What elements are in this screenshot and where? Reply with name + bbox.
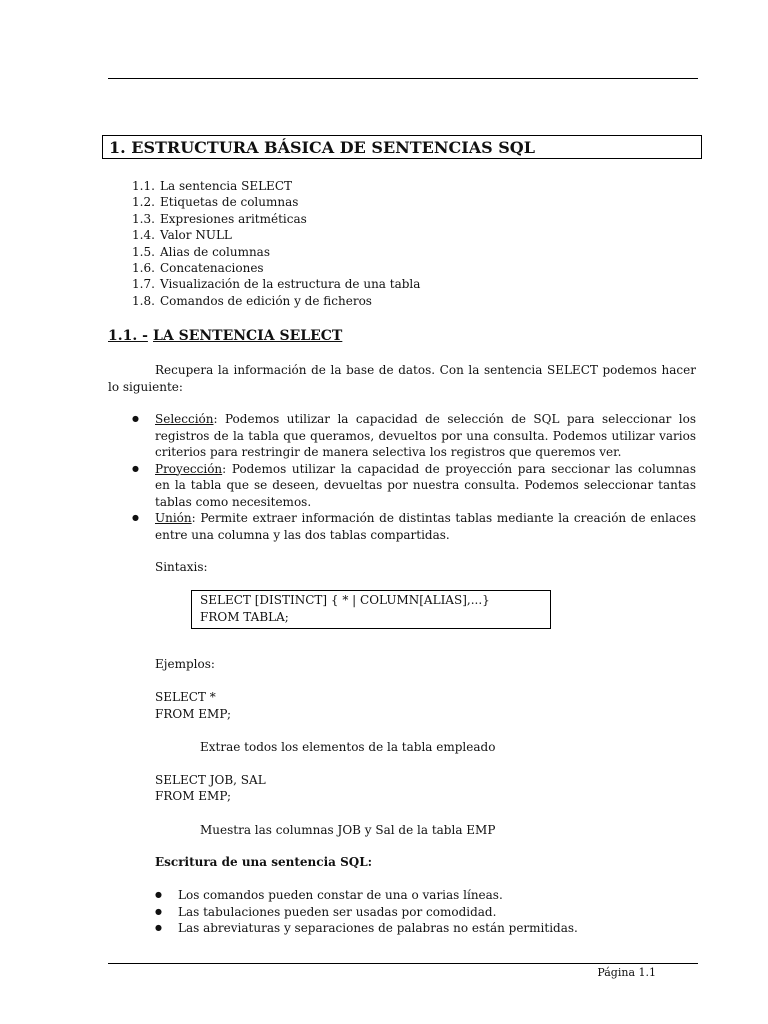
example-code-line: FROM EMP; bbox=[155, 707, 232, 721]
toc-item bbox=[132, 194, 420, 210]
toc-number: 1.1. bbox=[132, 179, 155, 193]
toc-item bbox=[132, 260, 420, 276]
toc-number: 1.6. bbox=[132, 260, 155, 275]
capability-term: Proyección bbox=[155, 461, 223, 476]
capability-item bbox=[132, 411, 696, 461]
writing-rule: ● Las abreviaturas y separaciones de palabras no están permitidas. bbox=[155, 920, 578, 937]
toc-label: Expresiones aritméticas bbox=[160, 211, 307, 226]
example-description: Muestra las columnas JOB y Sal de la tabla EMP bbox=[200, 823, 496, 837]
capabilities-list bbox=[132, 411, 696, 543]
header-rule bbox=[108, 78, 698, 79]
chapter-title-box bbox=[102, 135, 702, 159]
example-code-line: FROM EMP; bbox=[155, 789, 232, 803]
example-code-line: SELECT * bbox=[155, 690, 216, 704]
example-description: Extrae todos los elementos de la tabla empleado bbox=[200, 740, 496, 754]
toc-number: 1.4. bbox=[132, 228, 155, 243]
capability-item bbox=[132, 461, 696, 511]
capability-term: Selección bbox=[155, 412, 214, 426]
capability-item bbox=[132, 510, 696, 543]
toc-label: Comandos de edición y de ficheros bbox=[160, 293, 372, 308]
toc-number: 1.2. bbox=[132, 195, 155, 210]
writing-heading: Escritura de una sentencia SQL: bbox=[155, 855, 373, 869]
syntax-line: SELECT [DISTINCT] { * | COLUMN[ALIAS],...} bbox=[200, 593, 490, 607]
toc-item bbox=[132, 178, 420, 194]
toc-item bbox=[132, 276, 420, 292]
toc-number: 1.3. bbox=[132, 211, 155, 226]
toc-item bbox=[132, 244, 420, 260]
toc-label: Valor NULL bbox=[160, 228, 232, 243]
toc-number: 1.8. bbox=[132, 293, 155, 308]
intro-paragraph: Recupera la información de la base de datos. Con la sentencia SELECT podemos hacer lo siguiente: bbox=[108, 363, 696, 394]
toc-item bbox=[132, 227, 420, 243]
capability-text: : Podemos utilizar la capacidad de selección de SQL para seleccionar los registros de la tabla que queramos, devueltos por una consulta. Podemos utilizar varios criterios para restringir de manera selectiva los registros que queremos ver. bbox=[155, 412, 696, 459]
syntax-label: Sintaxis: bbox=[155, 560, 208, 574]
capability-text: : Podemos utilizar la capacidad de proyección para seccionar las columnas en la tabla que se deseen, devueltas por nuestra consulta. Podemos seleccionar tantas tablas como necesitemos. bbox=[155, 461, 696, 509]
toc-number: 1.5. bbox=[132, 244, 155, 259]
toc-item bbox=[132, 211, 420, 227]
toc-item bbox=[132, 293, 420, 309]
footer-rule bbox=[108, 963, 698, 964]
example-code-line: SELECT JOB, SAL bbox=[155, 773, 266, 787]
toc-label: Visualización de la estructura de una tabla bbox=[160, 277, 421, 292]
capability-term: Unión bbox=[155, 511, 192, 525]
syntax-line: FROM TABLA; bbox=[200, 609, 289, 624]
toc-label: La sentencia SELECT bbox=[160, 179, 292, 193]
capability-text: : Permite extraer información de distintas tablas mediante la creación de enlaces entre una columna y las dos tablas compartidas. bbox=[155, 511, 696, 542]
examples-label: Ejemplos: bbox=[155, 657, 215, 671]
writing-rule: ● Las tabulaciones pueden ser usadas por comodidad. bbox=[155, 904, 578, 921]
section-title: LA SENTENCIA SELECT bbox=[153, 328, 343, 344]
section-heading bbox=[108, 327, 342, 345]
section-number: 1.1. - bbox=[108, 328, 148, 344]
toc-number: 1.7. bbox=[132, 277, 155, 292]
toc-label: Concatenaciones bbox=[160, 260, 264, 275]
page-number: Página 1.1 bbox=[597, 966, 656, 979]
toc-label: Etiquetas de columnas bbox=[160, 195, 299, 210]
writing-rules-list bbox=[155, 887, 578, 937]
table-of-contents bbox=[132, 178, 420, 309]
chapter-title: 1. ESTRUCTURA BÁSICA DE SENTENCIAS SQL bbox=[109, 138, 535, 157]
writing-rule: ● Los comandos pueden constar de una o varias líneas. bbox=[155, 887, 578, 904]
syntax-box bbox=[191, 590, 551, 629]
toc-label: Alias de columnas bbox=[160, 244, 270, 259]
